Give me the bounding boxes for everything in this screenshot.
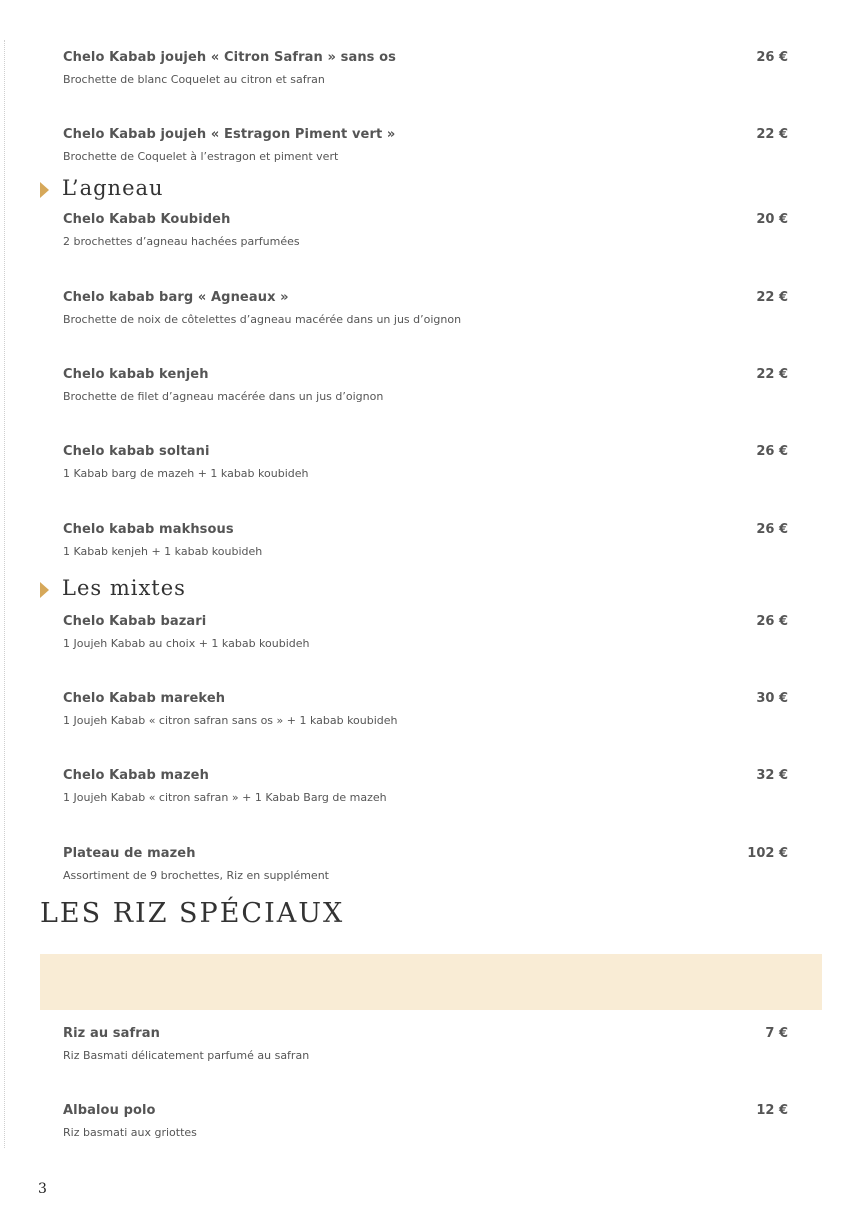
item-price: 26 € (756, 522, 788, 537)
item-price: 22 € (756, 290, 788, 305)
item-price: 26 € (756, 444, 788, 459)
item-name: Chelo kabab kenjeh (63, 367, 209, 382)
subsection-title: L’agneau (62, 176, 164, 200)
item-name: Riz au safran (63, 1026, 161, 1041)
item-description: Assortiment de 9 brochettes, Riz en supplément (63, 869, 329, 882)
item-price: 22 € (756, 127, 788, 142)
item-name: Chelo Kabab mazeh (63, 768, 209, 783)
item-name: Chelo Kabab Koubideh (63, 212, 231, 227)
section-banner (40, 954, 822, 1010)
subsection-title: Les mixtes (62, 576, 186, 600)
triangle-marker-icon (40, 182, 49, 198)
item-name: Chelo kabab soltani (63, 444, 210, 459)
item-price: 102 € (747, 846, 788, 861)
item-description: Brochette de noix de côtelettes d’agneau macérée dans un jus d’oignon (63, 313, 462, 326)
item-price: 7 € (765, 1026, 788, 1041)
section-title-rice: LES RIZ SPÉCIAUX (40, 898, 345, 929)
item-price: 26 € (756, 614, 788, 629)
item-price: 26 € (756, 50, 788, 65)
item-price: 12 € (756, 1103, 788, 1118)
item-description: Riz Basmati délicatement parfumé au safran (63, 1049, 310, 1062)
item-name: Chelo kabab makhsous (63, 522, 234, 537)
item-price: 20 € (756, 212, 788, 227)
item-description: 2 brochettes d’agneau hachées parfumées (63, 235, 300, 248)
item-price: 22 € (756, 367, 788, 382)
item-description: 1 Kabab kenjeh + 1 kabab koubideh (63, 545, 263, 558)
item-description: 1 Kabab barg de mazeh + 1 kabab koubideh (63, 467, 309, 480)
item-description: 1 Joujeh Kabab au choix + 1 kabab koubideh (63, 637, 310, 650)
item-name: Chelo Kabab marekeh (63, 691, 226, 706)
item-name: Chelo Kabab bazari (63, 614, 207, 629)
item-name: Albalou polo (63, 1103, 156, 1118)
item-price: 30 € (756, 691, 788, 706)
triangle-marker-icon (40, 582, 49, 598)
item-name: Chelo kabab barg « Agneaux » (63, 290, 289, 305)
item-description: 1 Joujeh Kabab « citron safran sans os » + 1 kabab koubideh (63, 714, 398, 727)
item-name: Plateau de mazeh (63, 846, 196, 861)
page-border (4, 40, 5, 1148)
item-description: Brochette de blanc Coquelet au citron et safran (63, 73, 325, 86)
item-description: Brochette de Coquelet à l’estragon et piment vert (63, 150, 339, 163)
item-description: Riz basmati aux griottes (63, 1126, 197, 1139)
page-number: 3 (38, 1181, 47, 1197)
item-price: 32 € (756, 768, 788, 783)
item-name: Chelo Kabab joujeh « Citron Safran » sans os (63, 50, 397, 65)
item-description: Brochette de filet d’agneau macérée dans un jus d’oignon (63, 390, 384, 403)
item-name: Chelo Kabab joujeh « Estragon Piment vert » (63, 127, 396, 142)
item-description: 1 Joujeh Kabab « citron safran » + 1 Kabab Barg de mazeh (63, 791, 387, 804)
